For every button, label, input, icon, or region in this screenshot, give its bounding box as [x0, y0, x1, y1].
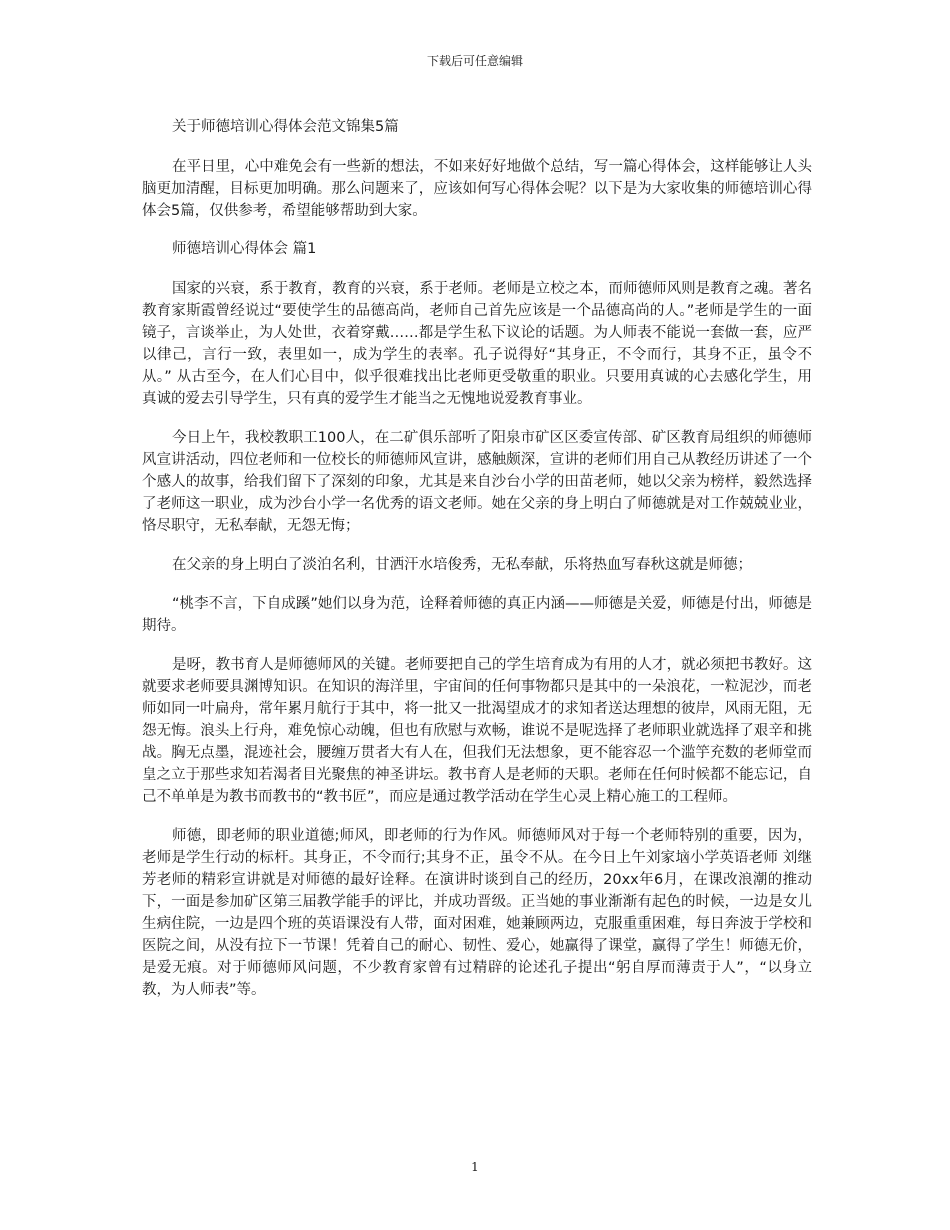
- body-paragraph: “桃李不言，下自成蹊”她们以身为范，诠释着师德的真正内涵——师德是关爱，师德是付出，师德是期待。: [142, 596, 812, 634]
- document-body: [142, 117, 812, 1018]
- body-paragraph: 是呀，教书育人是师德师风的关键。老师要把自己的学生培育成为有用的人才，就必须把书教好。这就要求老师要具渊博知识。在知识的海洋里，宇宙间的任何事物都只是其中的一朵浪花，一粒泥沙，而老师如同一叶扁舟，常年累月航行于其中，将一批又一批渴望成才的求知者送达理想的彼岸，风雨无阻，无怨无悔。浪头上行舟，难免惊心动魄，但也有欣慰与欢畅，谁说不是呢选择了老师职业就选择了艰辛和挑战。胸无点墨，混迹社会，腰缠万贯者大有人在，但我们无法想象，更不能容忍一个滥竽充数的老师堂而皇之立于那些求知若渴者目光聚焦的神圣讲坛。教书育人是老师的天职。老师在任何时候都不能忘记，自己不单单是为教书而教书的“教书匠”，而应是通过教学活动在学生心灵上精心施工的工程师。: [142, 657, 812, 805]
- body-paragraph: 今日上午，我校教职工100人，在二矿俱乐部听了阳泉市矿区区委宣传部、矿区教育局组织的师德师风宣讲活动，四位老师和一位校长的师德师风宣讲，感触颇深，宣讲的老师们用自己从教经历讲述了一个个感人的故事，给我们留下了深刻的印象，尤其是来自沙台小学的田苗老师，她以父亲为榜样，毅然选择了老师这一职业，成为沙台小学一名优秀的语文老师。她在父亲的身上明白了师德就是对工作兢兢业业，恪尽职守，无私奉献，无怨无悔；: [142, 430, 812, 534]
- page-header: 下载后可任意编辑: [426, 54, 523, 68]
- document-title: 关于师德培训心得体会范文锦集5篇: [172, 119, 399, 135]
- body-paragraph: 国家的兴衰，系于教育，教育的兴衰，系于老师。老师是立校之本，而师德师风则是教育之魂。著名教育家斯霞曾经说过“要使学生的品德高尚，老师自己首先应该是一个品德高尚的人。”老师是学生的一面镜子，言谈举止，为人处世，衣着穿戴……都是学生私下议论的话题。为人师表不能说一套做一套，应严以律己，言行一致，表里如一，成为学生的表率。孔子说得好“其身正，不令而行，其身不正，虽令不从。” 从古至今，在人们心目中，似乎很难找出比老师更受敬重的职业。只要用真诚的心去感化学生，用真诚的爱去引导学生，只有真的爱学生才能当之无愧地说爱教育事业。: [142, 281, 812, 407]
- body-paragraph: 在父亲的身上明白了淡泊名利，甘洒汗水培俊秀，无私奉献，乐将热血写春秋这就是师德；: [172, 557, 752, 573]
- body-paragraph: 师德，即老师的职业道德;师风，即老师的行为作风。师德师风对于每一个老师特别的重要，因为，老师是学生行动的标杆。其身正，不令而行;其身不正，虽令不从。在今日上午刘家垴小学英语老师 刘继芳老师的精彩宣讲就是对师德的最好诠释。在演讲时谈到自己的经历，20xx年6月，在课改浪潮的推动下，一面是参加矿区第三届教学能手的评比，并成功晋级。正当她的事业渐渐有起色的时候，一边是女儿生病住院，一边是四个班的英语课没有人带，面对困难，她兼顾两边，克服重重困难，每日奔波于学校和医院之间，从没有拉下一节课！凭着自己的耐心、韧性、爱心，她赢得了课堂，赢得了学生！师德无价，是爱无痕。对于师德师风问题，不少教育家曾有过精辟的论述孔子提出“躬自厚而薄责于人”，“以身立教，为人师表”等。: [142, 828, 812, 998]
- page-number: 1: [471, 1160, 479, 1174]
- section-title: 师德培训心得体会 篇1: [172, 241, 317, 257]
- intro-paragraph: 在平日里，心中难免会有一些新的想法，不如来好好地做个总结，写一篇心得体会，这样能够让人头脑更加清醒，目标更加明确。那么问题来了，应该如何写心得体会呢？以下是为大家收集的师德培训心得体会5篇，仅供参考，希望能够帮助到大家。: [142, 159, 812, 219]
